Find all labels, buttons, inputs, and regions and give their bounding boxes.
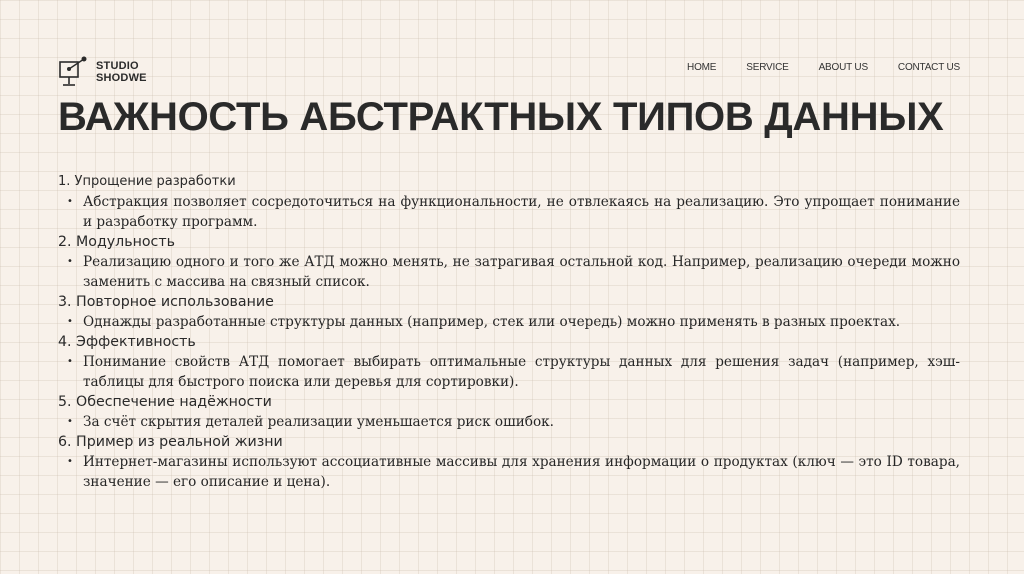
- section-bullet: [67, 352, 960, 392]
- section-bullet: [67, 312, 960, 332]
- section-heading: 6. Пример из реальной жизни: [58, 434, 283, 450]
- brand-line-1: STUDIO: [96, 60, 139, 72]
- nav-contact-us[interactable]: CONTACT US: [897, 62, 960, 73]
- nav-about-us[interactable]: ABOUT US: [818, 62, 868, 73]
- section-heading: 3. Повторное использование: [58, 294, 274, 310]
- bullet-dot-icon: •: [67, 316, 73, 327]
- bullet-dot-icon: •: [67, 416, 73, 427]
- top-nav: [687, 62, 960, 73]
- section-bullet: [67, 452, 960, 492]
- section-heading: 4. Эффективность: [58, 334, 196, 350]
- section-heading: 2. Модульность: [58, 234, 175, 250]
- page-title: ВАЖНОСТЬ АБСТРАКТНЫХ ТИПОВ ДАННЫХ: [58, 95, 944, 139]
- brand-name: [96, 60, 147, 84]
- section-heading: 5. Обеспечение надёжности: [58, 394, 272, 410]
- bullet-dot-icon: •: [67, 456, 73, 467]
- section-heading: 1. Упрощение разработки: [58, 174, 236, 189]
- bullet-text: Понимание свойств АТД помогает выбирать оптимальные структуры данных для решения задач (например, хэш-таблицы для быстрого поиска или деревья для сортировки).: [83, 354, 960, 390]
- nav-service[interactable]: SERVICE: [746, 62, 789, 73]
- studio-logo-icon: [58, 54, 88, 90]
- bullet-text: Реализацию одного и того же АТД можно менять, не затрагивая остальной код. Например, реализацию очереди можно заменить с массива на связный список.: [83, 254, 960, 290]
- bullet-dot-icon: •: [67, 356, 73, 367]
- nav-home[interactable]: HOME: [687, 62, 717, 73]
- brand-line-2: SHODWE: [96, 72, 147, 84]
- bullet-text: Абстракция позволяет сосредоточиться на функциональности, не отвлекаясь на реализацию. Это упрощает понимание и разработку программ.: [83, 194, 960, 230]
- bullet-dot-icon: •: [67, 196, 73, 207]
- brand-logo[interactable]: [58, 54, 147, 90]
- content-list: [58, 172, 960, 492]
- section-bullet: [67, 252, 960, 292]
- bullet-text: Интернет-магазины используют ассоциативные массивы для хранения информации о продуктах (ключ — это ID товара, значение — его описание и цена).: [83, 454, 960, 490]
- bullet-dot-icon: •: [67, 256, 73, 267]
- section-bullet: [67, 192, 960, 232]
- bullet-text: За счёт скрытия деталей реализации уменьшается риск ошибок.: [83, 414, 554, 430]
- bullet-text: Однажды разработанные структуры данных (например, стек или очередь) можно применять в разных проектах.: [83, 314, 901, 330]
- section-bullet: [67, 412, 960, 432]
